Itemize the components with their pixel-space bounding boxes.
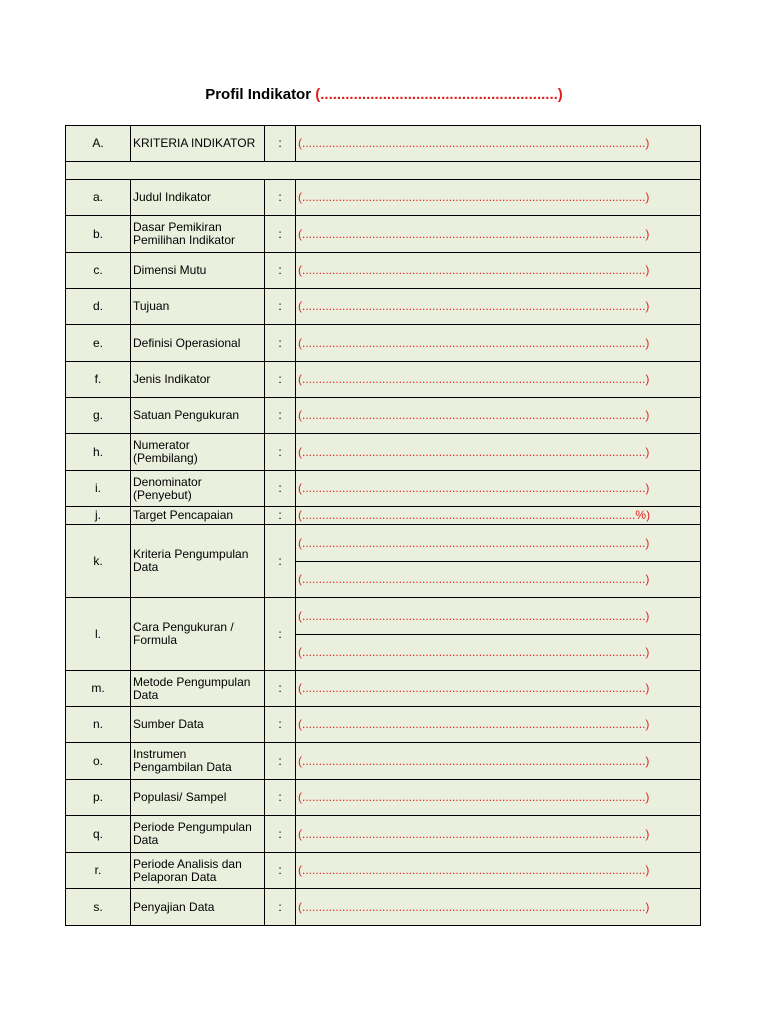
row-code: j.: [66, 507, 131, 525]
separator-row: [66, 162, 701, 180]
row-colon: :: [265, 180, 296, 216]
row-value-field[interactable]: (.......................................................................................................): [296, 562, 701, 598]
form-row: [66, 362, 701, 398]
form-row: [66, 780, 701, 816]
row-colon: :: [265, 398, 296, 434]
form-row: [66, 853, 701, 889]
row-label: Instrumen Pengambilan Data: [131, 743, 265, 780]
form-row: [66, 889, 701, 926]
form-row: [66, 398, 701, 434]
row-value-field[interactable]: (.......................................................................................................): [296, 471, 701, 507]
form-row: [66, 743, 701, 780]
row-label: Numerator (Pembilang): [131, 434, 265, 471]
header-value-field[interactable]: (.......................................................................................................): [296, 126, 701, 162]
form-row: [66, 671, 701, 707]
row-colon: :: [265, 816, 296, 853]
header-row: [66, 126, 701, 162]
row-label: Denominator (Penyebut): [131, 471, 265, 507]
row-colon: :: [265, 216, 296, 253]
row-label: Jenis Indikator: [131, 362, 265, 398]
row-code: d.: [66, 289, 131, 325]
row-label: Tujuan: [131, 289, 265, 325]
form-row: [66, 325, 701, 362]
row-label: Penyajian Data: [131, 889, 265, 926]
title-placeholder[interactable]: (.........................................................): [315, 86, 563, 103]
row-label: Satuan Pengukuran: [131, 398, 265, 434]
row-label: Judul Indikator: [131, 180, 265, 216]
row-value-field[interactable]: (.......................................................................................................): [296, 743, 701, 780]
row-label: Periode Analisis dan Pelaporan Data: [131, 853, 265, 889]
row-code: i.: [66, 471, 131, 507]
row-code: o.: [66, 743, 131, 780]
row-code: l.: [66, 598, 131, 671]
row-colon: :: [265, 780, 296, 816]
row-code: r.: [66, 853, 131, 889]
row-colon: :: [265, 525, 296, 598]
row-value-field[interactable]: (....................................................................................................%): [296, 507, 701, 525]
row-label: Populasi/ Sampel: [131, 780, 265, 816]
row-value-field[interactable]: (.......................................................................................................): [296, 180, 701, 216]
row-colon: :: [265, 289, 296, 325]
row-code: q.: [66, 816, 131, 853]
row-value-field[interactable]: (.......................................................................................................): [296, 289, 701, 325]
row-colon: :: [265, 362, 296, 398]
row-code: k.: [66, 525, 131, 598]
form-row: [66, 707, 701, 743]
row-colon: :: [265, 434, 296, 471]
form-row: [66, 289, 701, 325]
row-value-field[interactable]: (.......................................................................................................): [296, 325, 701, 362]
row-colon: :: [265, 507, 296, 525]
row-value-field[interactable]: (.......................................................................................................): [296, 780, 701, 816]
form-row: [66, 507, 701, 525]
row-value-field[interactable]: (.......................................................................................................): [296, 635, 701, 671]
row-code: f.: [66, 362, 131, 398]
row-code: b.: [66, 216, 131, 253]
form-row: [66, 598, 701, 635]
row-code: g.: [66, 398, 131, 434]
row-colon: :: [265, 671, 296, 707]
form-row: [66, 180, 701, 216]
row-colon: :: [265, 889, 296, 926]
row-code: a.: [66, 180, 131, 216]
form-row: [66, 216, 701, 253]
row-value-field[interactable]: (.......................................................................................................): [296, 707, 701, 743]
row-label: Definisi Operasional: [131, 325, 265, 362]
row-label: Metode Pengumpulan Data: [131, 671, 265, 707]
row-colon: :: [265, 253, 296, 289]
row-value-field[interactable]: (.......................................................................................................): [296, 398, 701, 434]
row-label: Sumber Data: [131, 707, 265, 743]
row-colon: :: [265, 325, 296, 362]
row-value-field[interactable]: (.......................................................................................................): [296, 853, 701, 889]
row-colon: :: [265, 853, 296, 889]
row-value-field[interactable]: (.......................................................................................................): [296, 216, 701, 253]
header-label: KRITERIA INDIKATOR: [131, 126, 265, 162]
row-code: n.: [66, 707, 131, 743]
form-row: [66, 525, 701, 562]
form-row: [66, 816, 701, 853]
separator-cell: [66, 162, 701, 180]
row-value-field[interactable]: (.......................................................................................................): [296, 434, 701, 471]
row-label: Periode Pengumpulan Data: [131, 816, 265, 853]
row-colon: :: [265, 598, 296, 671]
row-label: Target Pencapaian: [131, 507, 265, 525]
form-row: [66, 471, 701, 507]
row-code: m.: [66, 671, 131, 707]
form-row: [66, 434, 701, 471]
row-value-field[interactable]: (.......................................................................................................): [296, 816, 701, 853]
form-row: [66, 253, 701, 289]
row-label: Dimensi Mutu: [131, 253, 265, 289]
row-colon: :: [265, 471, 296, 507]
indicator-profile-table: [65, 125, 701, 926]
title-label: Profil Indikator: [205, 86, 312, 103]
row-label: Cara Pengukuran / Formula: [131, 598, 265, 671]
row-value-field[interactable]: (.......................................................................................................): [296, 525, 701, 562]
row-code: s.: [66, 889, 131, 926]
row-code: h.: [66, 434, 131, 471]
header-colon: :: [265, 126, 296, 162]
row-value-field[interactable]: (.......................................................................................................): [296, 362, 701, 398]
row-value-field[interactable]: (.......................................................................................................): [296, 253, 701, 289]
page-title: [0, 86, 768, 103]
row-code: e.: [66, 325, 131, 362]
row-colon: :: [265, 707, 296, 743]
row-value-field[interactable]: (.......................................................................................................): [296, 889, 701, 926]
row-value-field[interactable]: (.......................................................................................................): [296, 598, 701, 635]
row-label: Kriteria Pengumpulan Data: [131, 525, 265, 598]
row-colon: :: [265, 743, 296, 780]
row-code: c.: [66, 253, 131, 289]
header-code: A.: [66, 126, 131, 162]
row-label: Dasar Pemikiran Pemilihan Indikator: [131, 216, 265, 253]
row-value-field[interactable]: (.......................................................................................................): [296, 671, 701, 707]
row-code: p.: [66, 780, 131, 816]
